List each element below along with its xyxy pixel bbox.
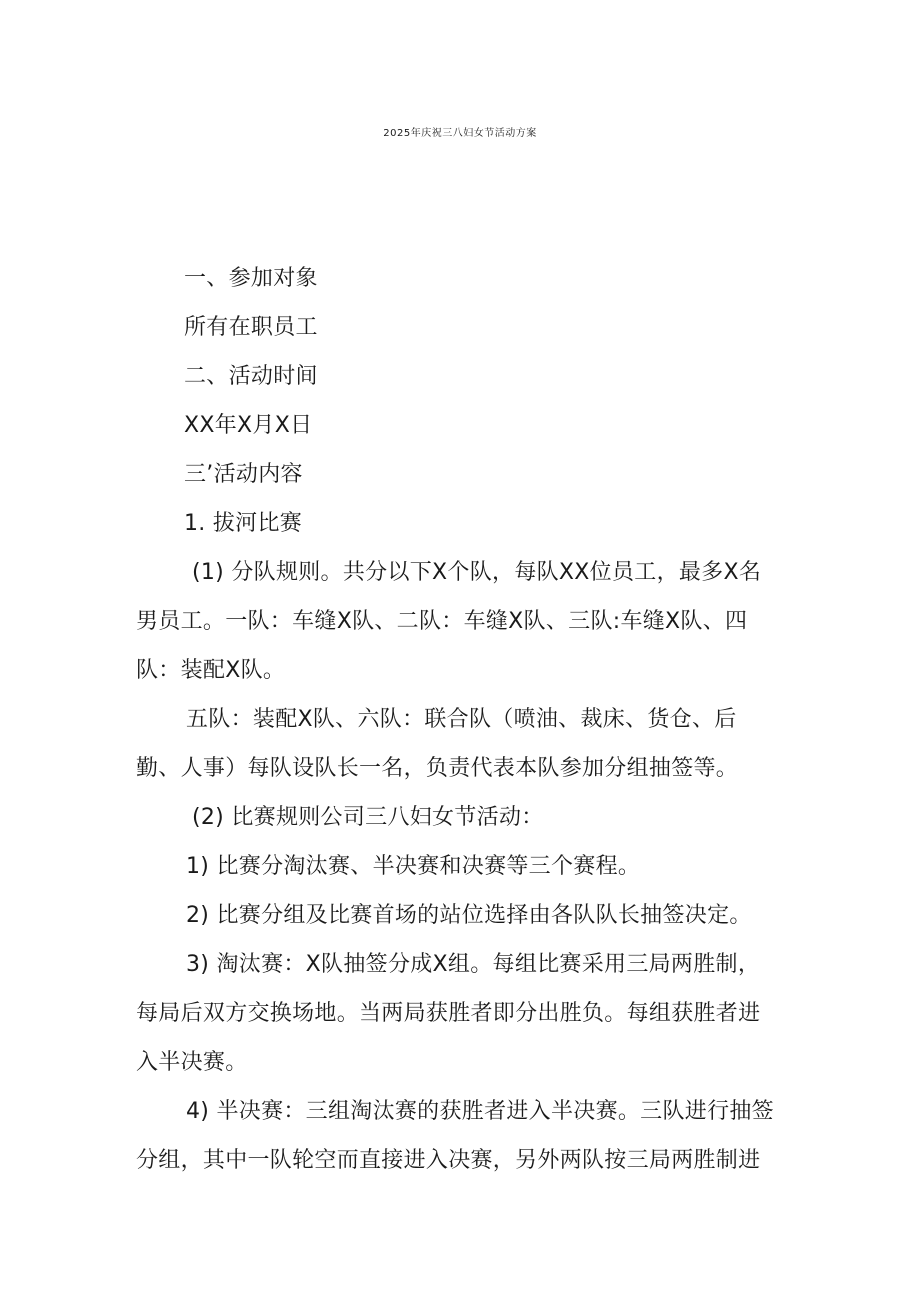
paragraph-line: 勤、人事）每队设队长一名，负责代表本队参加分组抽签等。 [136,756,739,781]
list-item: 1) 比赛分淘汰赛、半决赛和决赛等三个赛程。 [186,854,641,879]
list-item: 2) 比赛分组及比赛首场的站位选择由各队队长抽签决定。 [186,903,752,928]
paragraph-line: 入半决赛。 [136,1050,248,1075]
paragraph-line: 每局后双方交换场地。当两局获胜者即分出胜负。每组获胜者进 [136,1001,761,1026]
list-item: 3) 淘汰赛：X队抽签分成X组。每组比赛采用三局两胜制， [186,952,761,977]
paragraph-line: 分组，其中一队轮空而直接进入决赛，另外两队按三局两胜制进 [136,1148,761,1173]
document-title: 2025年庆祝三八妇女节活动方案 [383,128,537,139]
section-heading-content: 三’活动内容 [184,462,303,487]
subsection-heading-tug-of-war: 1. 拔河比赛 [184,511,303,536]
paragraph-line: 所有在职员工 [184,315,318,340]
list-item: 4) 半决赛：三组淘汰赛的获胜者进入半决赛。三队进行抽签 [186,1099,774,1124]
paragraph-line: (1) 分队规则。共分以下X个队，每队XX位员工，最多X名 [192,560,762,585]
paragraph-line: (2) 比赛规则公司三八妇女节活动： [192,805,544,830]
paragraph-line: 五队：装配X队、六队：联合队（喷油、裁床、货仓、后 [186,707,737,732]
paragraph-line: 队：装配X队。 [136,658,286,683]
section-heading-participants: 一、参加对象 [184,266,318,291]
paragraph-line: 男员工。一队：车缝X队、二队：车缝X队、三队:车缝X队、四 [136,609,748,634]
section-heading-time: 二、活动时间 [184,364,318,389]
paragraph-line: XX年X月X日 [184,413,313,438]
